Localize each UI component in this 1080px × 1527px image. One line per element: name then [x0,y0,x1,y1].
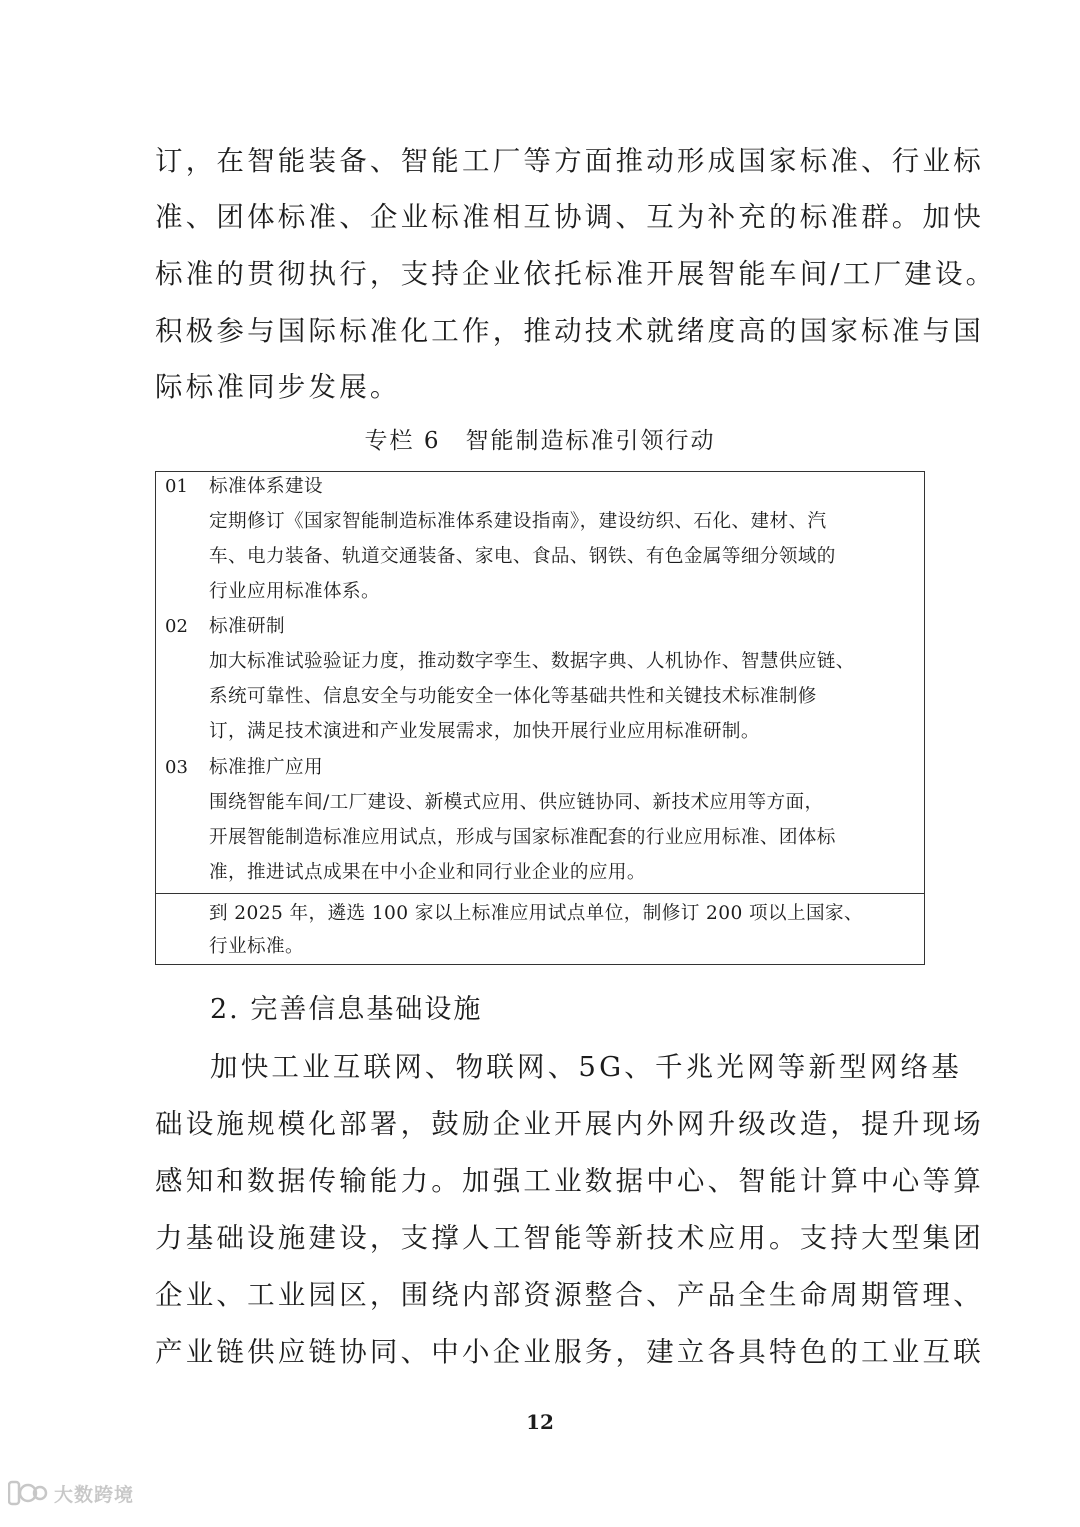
section-number: 02 [165,616,188,637]
paragraph-line: 加快工业互联网、物联网、5G、千兆光网等新型网络基 [210,1051,962,1083]
paragraph-line: 际标准同步发展。 [155,371,401,403]
section-heading: 标准体系建设 [209,476,323,497]
section-number: 03 [165,757,188,778]
section-line: 围绕智能车间/工厂建设、新模式应用、供应链协同、新技术应用等方面， [209,792,824,813]
section-line: 行业应用标准体系。 [209,581,380,602]
paragraph-line: 企业、工业园区，围绕内部资源整合、产品全生命周期管理、 [155,1279,984,1311]
section-line: 加大标准试验验证力度，推动数字孪生、数据字典、人机协作、智慧供应链、 [209,651,855,672]
paragraph-line: 力基础设施建设，支撑人工智能等新技术应用。支持大型集团 [155,1222,984,1254]
section-line: 准，推进试点成果在中小企业和同行业企业的应用。 [209,862,646,883]
section-heading: 标准推广应用 [209,757,323,778]
watermark-logo-icon [8,1478,48,1508]
paragraph-line: 产业链供应链协同、中小企业服务，建立各具特色的工业互联 [155,1336,984,1368]
box-title: 专栏 6 智能制造标准引领行动 [364,428,716,454]
special-column-box [155,471,925,965]
target-line: 行业标准。 [209,936,304,957]
section-heading-2: 2. 完善信息基础设施 [210,994,483,1025]
section-line: 系统可靠性、信息安全与功能安全一体化等基础共性和关键技术标准制修 [209,686,817,707]
section-line: 开展智能制造标准应用试点，形成与国家标准配套的行业应用标准、团体标 [209,827,836,848]
paragraph-line: 标准的贯彻执行，支持企业依托标准开展智能车间/工厂建设。 [155,258,997,290]
section-number: 01 [165,476,188,497]
section-line: 车、电力装备、轨道交通装备、家电、食品、钢铁、有色金属等细分领域的 [209,546,836,567]
paragraph-line: 感知和数据传输能力。加强工业数据中心、智能计算中心等算 [155,1165,984,1197]
section-line: 订，满足技术演进和产业发展需求，加快开展行业应用标准研制。 [209,721,760,742]
section-line: 定期修订《国家智能制造标准体系建设指南》，建设纺织、石化、建材、汽 [209,511,827,532]
target-line: 到 2025 年，遴选 100 家以上标准应用试点单位，制修订 200 项以上国家、 [209,903,863,924]
watermark-text: 大数跨境 [54,1483,135,1506]
paragraph-line: 积极参与国际标准化工作，推动技术就绪度高的国家标准与国 [155,315,984,347]
section-heading: 标准研制 [209,616,285,637]
page-number: 12 [526,1410,554,1434]
paragraph-line: 订，在智能装备、智能工厂等方面推动形成国家标准、行业标 [155,145,984,177]
box-divider [156,893,924,894]
paragraph-line: 准、团体标准、企业标准相互协调、互为补充的标准群。加快 [155,201,984,233]
watermark [8,1478,134,1508]
paragraph-line: 础设施规模化部署，鼓励企业开展内外网升级改造，提升现场 [155,1108,984,1140]
